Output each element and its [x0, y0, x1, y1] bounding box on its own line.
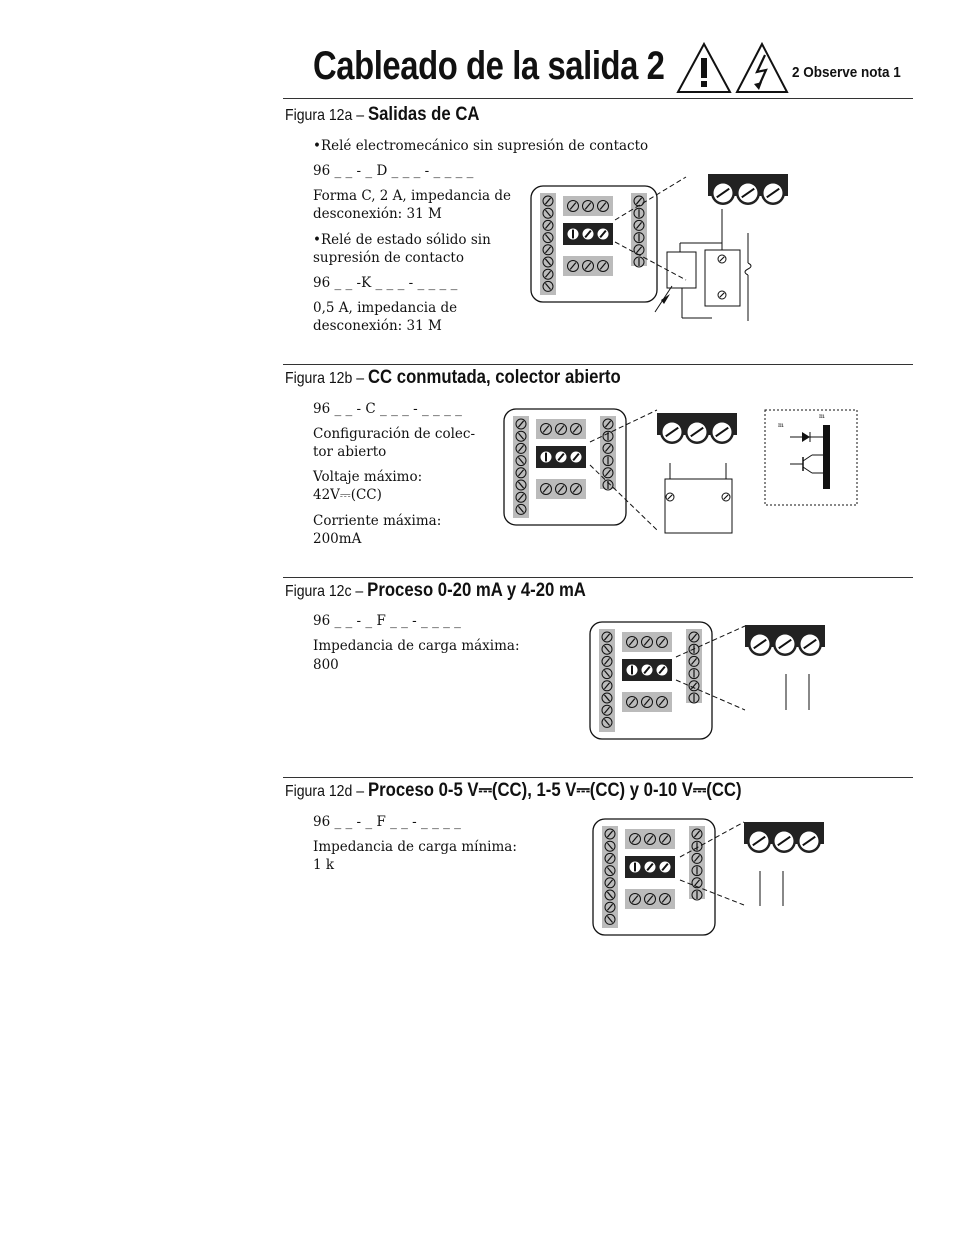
- fig-12b-text-1: 96 _ _ - C _ _ _ - _ _ _ _: [313, 401, 462, 417]
- fig-12d-label: Figura 12d –: [285, 783, 365, 800]
- fig-12d-text-1: 96 _ _ - _ F _ _ - _ _ _ _: [313, 814, 461, 830]
- fig-12b-text-4: Voltaje máximo:: [313, 469, 423, 485]
- fig-12d-title: Proceso 0-5 V⎓(CC), 1-5 V⎓(CC) y 0-10 V⎓(CC): [367, 780, 742, 801]
- fig-12a-text-6: supresión de contacto: [313, 250, 464, 266]
- fig-12a-text-7: 96 _ _ -K _ _ _ - _ _ _ _: [313, 275, 458, 291]
- fig-12a-text-4: desconexión: 31 M: [313, 206, 442, 222]
- fig-12b-label: Figura 12b –: [285, 370, 365, 387]
- fig-12a-text-8: 0,5 A, impedancia de: [313, 300, 458, 316]
- fig-12d-text-2: Impedancia de carga mínima:: [313, 839, 517, 855]
- schematic-label: m: [819, 413, 825, 420]
- fig-12a-text-1: •Relé electromecánico sin supresión de contacto: [313, 138, 649, 154]
- fig-12c-label: Figura 12c –: [285, 583, 364, 600]
- fig-12b-text-3: tor abierto: [313, 444, 387, 460]
- fig-12a-text-2: 96 _ _ - _ D _ _ _ - _ _ _ _: [313, 163, 474, 179]
- fig-12b-title: CC conmutada, colector abierto: [367, 367, 621, 388]
- schematic-label: m: [778, 422, 784, 429]
- fig-12c-text-3: 800: [313, 657, 339, 673]
- screw: [800, 832, 819, 851]
- fig-12b-text-2: Configuración de colec-: [313, 426, 476, 442]
- screw: [645, 862, 656, 873]
- screw: [775, 832, 794, 851]
- controller-rear-panel: [593, 819, 715, 935]
- fig-12a-text-9: desconexión: 31 M: [313, 318, 442, 334]
- fig-12b-text-6: Corriente máxima:: [313, 513, 442, 529]
- fig-12c-text-2: Impedancia de carga máxima:: [313, 638, 520, 654]
- fig-12a-title: Salidas de CA: [367, 104, 480, 125]
- page-title: Cableado de la salida 2: [313, 44, 665, 88]
- fig-12c-title: Proceso 0-20 mA y 4-20 mA: [367, 580, 586, 601]
- fig-12d-text-3: 1 k: [313, 857, 335, 873]
- fig-12b-text-7: 200mA: [313, 531, 362, 547]
- fig-12a-label: Figura 12a –: [285, 107, 365, 124]
- screw: [750, 832, 769, 851]
- fig-12c-text-1: 96 _ _ - _ F _ _ - _ _ _ _: [313, 613, 461, 629]
- output-terminal-block: [744, 822, 824, 853]
- fig-12a-text-5: •Relé de estado sólido sin: [313, 232, 491, 248]
- fig-12a-text-3: Forma C, 2 A, impedancia de: [313, 188, 511, 204]
- fig-12b-text-5: 42V⎓(CC): [313, 487, 382, 503]
- header-note: 2 Observe nota 1: [792, 64, 901, 81]
- screw: [660, 862, 671, 873]
- screw: [630, 862, 641, 873]
